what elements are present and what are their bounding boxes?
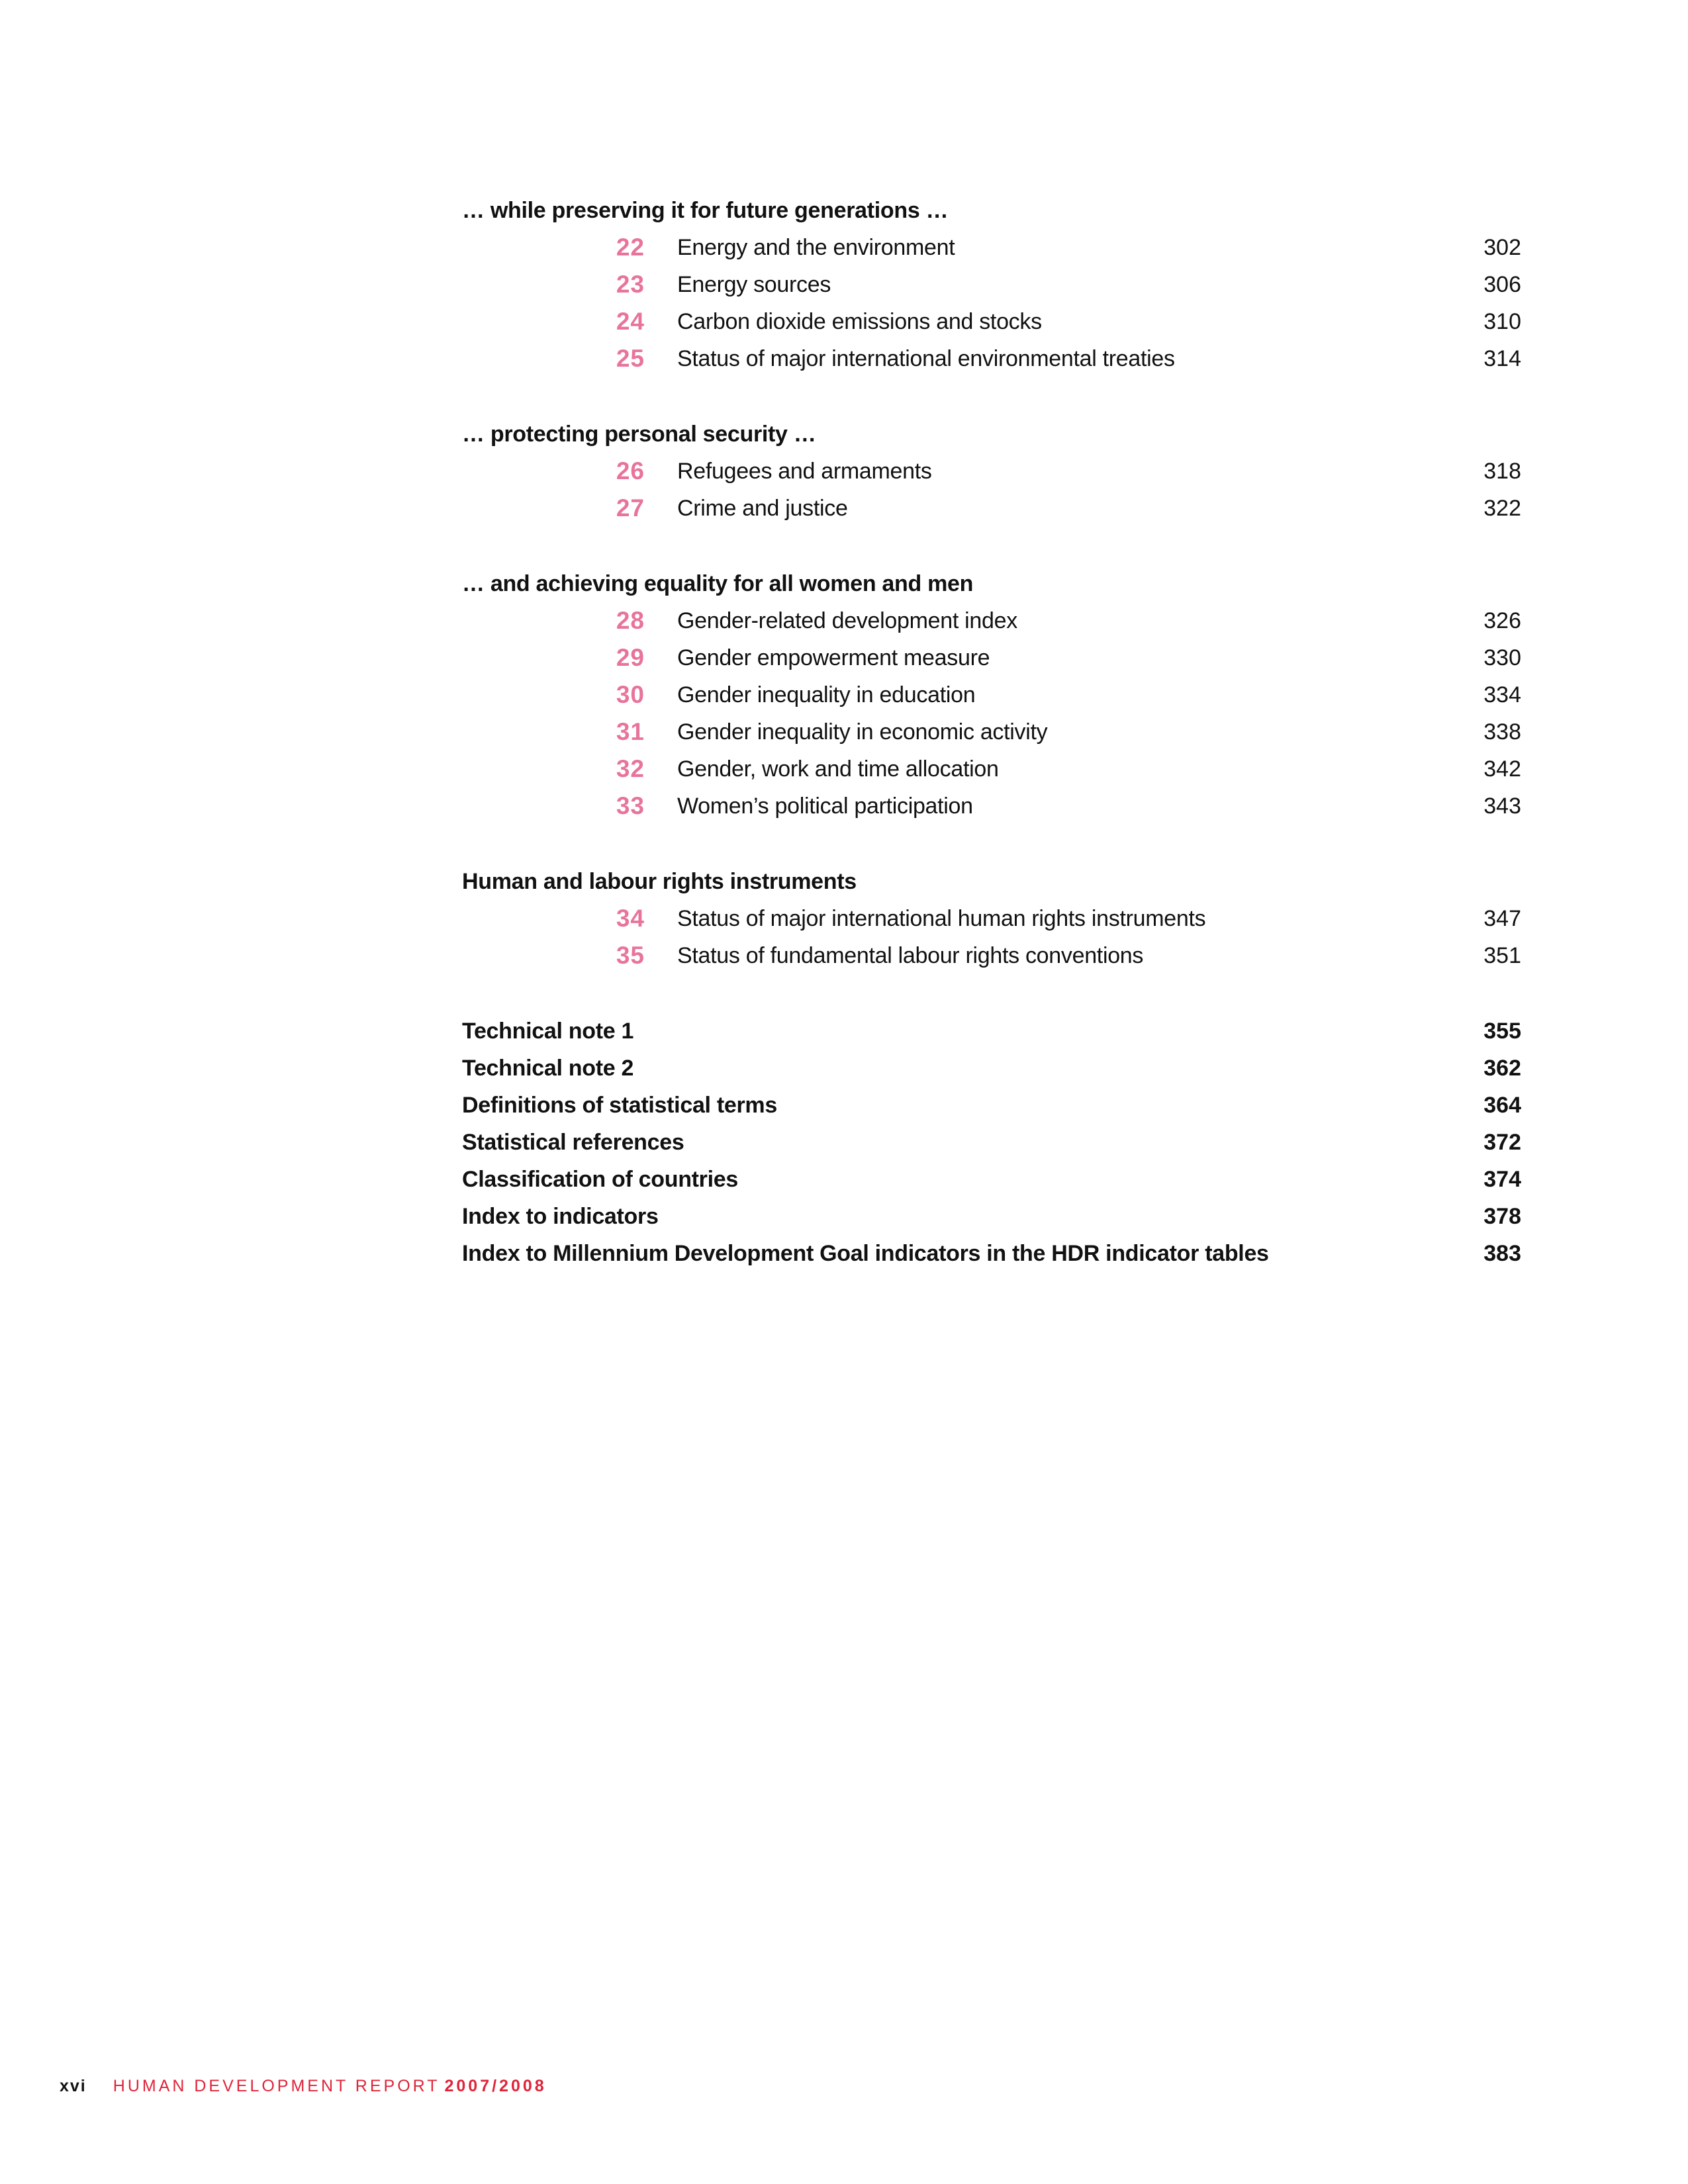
toc-section-gender-equality — [462, 565, 1521, 825]
entry-title: Status of major international human rights instruments — [677, 906, 1206, 931]
page-number: 326 — [1483, 608, 1521, 633]
entry-title: Women’s political participation — [677, 794, 973, 819]
back-matter-item[interactable] — [462, 1161, 1521, 1198]
page-number: 310 — [1483, 309, 1521, 334]
page-footer — [60, 2073, 547, 2099]
entry-title: Gender-related development index — [677, 608, 1017, 633]
toc-entry[interactable] — [462, 229, 1521, 266]
entry-title: Gender empowerment measure — [677, 645, 990, 670]
entry-title: Gender inequality in education — [677, 682, 976, 707]
entry-title: Status of fundamental labour rights conventions — [677, 943, 1144, 968]
table-number: 22 — [616, 234, 645, 261]
page-number: 302 — [1483, 235, 1521, 260]
toc-entry[interactable] — [462, 303, 1521, 340]
entry-title: Energy sources — [677, 272, 831, 297]
table-number: 23 — [616, 271, 645, 298]
toc-entry[interactable] — [462, 676, 1521, 713]
page-number: 362 — [1483, 1056, 1521, 1081]
page-number: 330 — [1483, 645, 1521, 670]
toc-entry[interactable] — [462, 713, 1521, 751]
toc-entry[interactable] — [462, 266, 1521, 303]
back-matter-item[interactable] — [462, 1124, 1521, 1161]
back-matter-title: Index to indicators — [462, 1204, 659, 1229]
back-matter-item[interactable] — [462, 1087, 1521, 1124]
table-number: 26 — [616, 457, 645, 484]
table-number: 33 — [616, 792, 645, 819]
back-matter-title: Technical note 2 — [462, 1056, 634, 1081]
page-number: 342 — [1483, 756, 1521, 782]
toc-entry[interactable] — [462, 340, 1521, 377]
section-heading: … and achieving equality for all women and men — [462, 571, 974, 596]
page-number: 338 — [1483, 719, 1521, 745]
table-number: 31 — [616, 718, 645, 745]
back-matter-title: Technical note 1 — [462, 1019, 634, 1044]
entry-title: Status of major international environmental treaties — [677, 346, 1175, 371]
entry-title: Gender, work and time allocation — [677, 756, 999, 782]
back-matter-item[interactable] — [462, 1198, 1521, 1235]
entry-title: Crime and justice — [677, 496, 848, 521]
report-year: 2007/2008 — [444, 2077, 547, 2095]
back-matter-title: Definitions of statistical terms — [462, 1093, 777, 1118]
table-number: 29 — [616, 644, 645, 671]
toc-entry[interactable] — [462, 900, 1521, 937]
table-number: 35 — [616, 942, 645, 969]
page-number: 364 — [1483, 1093, 1521, 1118]
page-number: 306 — [1483, 272, 1521, 297]
page-number: 372 — [1483, 1130, 1521, 1155]
table-number: 27 — [616, 494, 645, 522]
section-heading: Human and labour rights instruments — [462, 869, 857, 894]
table-number: 30 — [616, 681, 645, 708]
toc-section-environment — [462, 192, 1521, 377]
entry-title: Energy and the environment — [677, 235, 955, 260]
page-number: 343 — [1483, 794, 1521, 819]
page-number: 334 — [1483, 682, 1521, 707]
section-heading: … protecting personal security … — [462, 422, 816, 447]
toc-entry[interactable] — [462, 602, 1521, 639]
page-number: 322 — [1483, 496, 1521, 521]
entry-title: Gender inequality in economic activity — [677, 719, 1048, 745]
back-matter-item[interactable] — [462, 1235, 1521, 1272]
back-matter-title: Classification of countries — [462, 1167, 738, 1192]
toc-entry[interactable] — [462, 937, 1521, 974]
toc-entry[interactable] — [462, 751, 1521, 788]
page-number: 347 — [1483, 906, 1521, 931]
toc-entry[interactable] — [462, 490, 1521, 527]
toc-section-rights-instruments — [462, 863, 1521, 974]
table-number: 24 — [616, 308, 645, 335]
toc-entry[interactable] — [462, 788, 1521, 825]
section-heading: … while preserving it for future generations … — [462, 198, 949, 223]
table-of-contents — [462, 192, 1521, 1310]
back-matter-title: Index to Millennium Development Goal indicators in the HDR indicator tables — [462, 1241, 1269, 1266]
table-number: 25 — [616, 345, 645, 372]
page-number: 318 — [1483, 459, 1521, 484]
toc-section-security — [462, 416, 1521, 527]
folio-number: xvi — [60, 2077, 87, 2095]
table-number: 32 — [616, 755, 645, 782]
back-matter-item[interactable] — [462, 1050, 1521, 1087]
back-matter-title: Statistical references — [462, 1130, 684, 1155]
page-number: 351 — [1483, 943, 1521, 968]
page-number: 355 — [1483, 1019, 1521, 1044]
table-number: 34 — [616, 905, 645, 932]
page-number: 374 — [1483, 1167, 1521, 1192]
page-number: 378 — [1483, 1204, 1521, 1229]
toc-entry[interactable] — [462, 453, 1521, 490]
entry-title: Carbon dioxide emissions and stocks — [677, 309, 1042, 334]
toc-back-matter — [462, 1013, 1521, 1272]
page-number: 383 — [1483, 1241, 1521, 1266]
back-matter-item[interactable] — [462, 1013, 1521, 1050]
toc-entry[interactable] — [462, 639, 1521, 676]
table-number: 28 — [616, 607, 645, 634]
entry-title: Refugees and armaments — [677, 459, 932, 484]
page-number: 314 — [1483, 346, 1521, 371]
report-name: HUMAN DEVELOPMENT REPORT — [113, 2077, 440, 2095]
